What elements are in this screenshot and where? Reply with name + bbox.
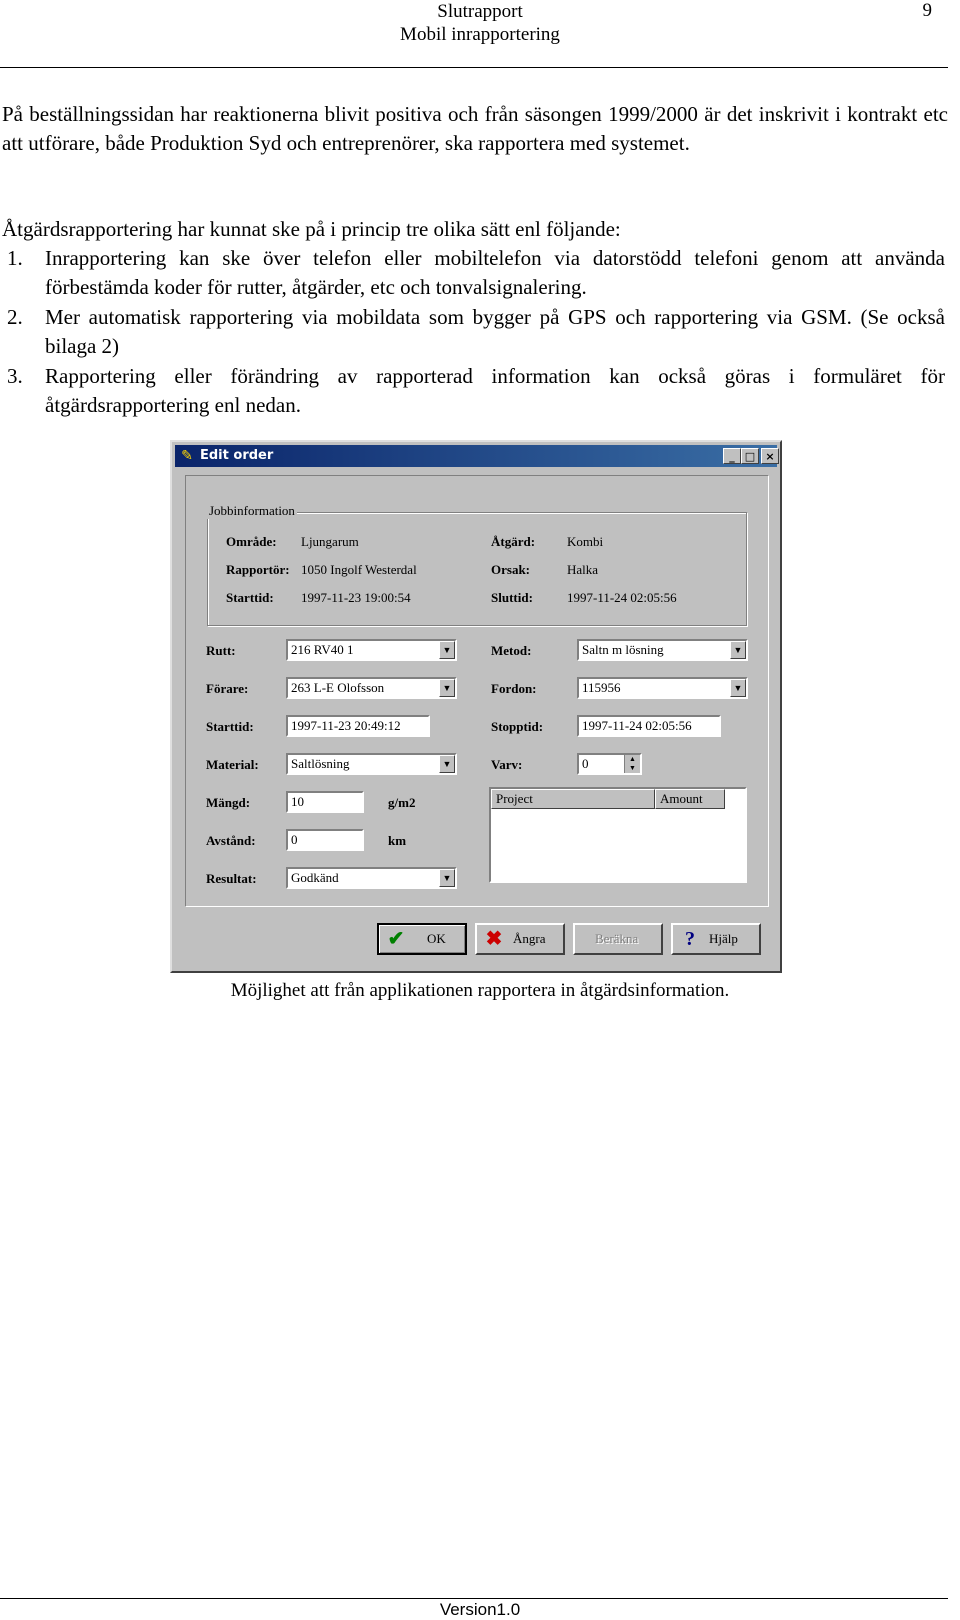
dialog-titlebar[interactable] — [175, 445, 777, 467]
omrade-label: Område: — [226, 534, 277, 549]
fordon-value: 115956 — [582, 680, 621, 695]
atgard-label: Åtgärd: — [491, 534, 536, 549]
fordon-combo[interactable] — [577, 677, 748, 699]
stopptid-input[interactable]: 1997-11-24 02:05:56 — [577, 715, 721, 737]
varv-spinner[interactable] — [577, 753, 642, 775]
cross-icon: ✖ — [485, 928, 503, 950]
rutt-combo[interactable] — [286, 639, 457, 661]
dialog-title: Edit order — [200, 448, 274, 463]
chevron-down-icon[interactable]: ▼ — [730, 679, 746, 697]
document-title: Slutrapport — [437, 1, 523, 22]
metod-combo[interactable] — [577, 639, 748, 661]
chevron-down-icon[interactable]: ▼ — [439, 641, 455, 659]
metod-value: Saltn m lösning — [582, 642, 664, 657]
project-column-header[interactable]: Project — [491, 789, 655, 809]
material-label: Material: — [206, 757, 259, 772]
list-number: 1. — [7, 246, 23, 270]
fordon-label: Fordon: — [491, 681, 537, 696]
rapportor-label: Rapportör: — [226, 562, 290, 577]
rapportor-value: 1050 Ingolf Westerdal — [301, 562, 417, 577]
ok-button[interactable]: ✔ OK — [377, 923, 467, 955]
orsak-label: Orsak: — [491, 562, 530, 577]
stopptid-label: Stopptid: — [491, 719, 544, 734]
sluttid-value: 1997-11-24 02:05:56 — [567, 590, 677, 605]
avstand-unit: km — [388, 833, 407, 848]
forare-label: Förare: — [206, 681, 249, 696]
resultat-combo[interactable] — [286, 867, 457, 889]
omrade-value: Ljungarum — [301, 534, 359, 549]
paragraph-2: Åtgärdsrapportering har kunnat ske på i princip tre olika sätt enl följande: — [2, 217, 621, 241]
mangd-input[interactable]: 10 — [286, 791, 364, 813]
chevron-down-icon[interactable]: ▼ — [439, 755, 455, 773]
list-text: Inrapportering kan ske över telefon eller mobiltelefon via datorstödd telefoni genom att använda förbestämda koder för rutter, åtgärder, etc och tonvalsignalering. — [45, 246, 945, 299]
avstand-label: Avstånd: — [206, 833, 256, 848]
list-number: 2. — [7, 305, 23, 329]
orsak-value: Halka — [567, 562, 599, 577]
project-amount-list[interactable] — [489, 787, 747, 883]
material-value: Saltlösning — [291, 756, 350, 771]
material-combo[interactable] — [286, 753, 457, 775]
chevron-down-icon[interactable]: ▼ — [730, 641, 746, 659]
mangd-label: Mängd: — [206, 795, 251, 810]
chevron-down-icon[interactable]: ▼ — [439, 679, 455, 697]
metod-label: Metod: — [491, 643, 532, 658]
footer-version: Version1.0 — [439, 1600, 521, 1619]
mangd-unit: g/m2 — [388, 795, 416, 810]
hjalp-button[interactable]: ? Hjälp — [671, 923, 761, 955]
sluttid-label: Sluttid: — [491, 590, 533, 605]
minimize-icon[interactable]: _ — [723, 448, 741, 464]
forare-combo[interactable] — [286, 677, 457, 699]
forare-value: 263 L-E Olofsson — [291, 680, 385, 695]
spinner-arrows-icon[interactable]: ▲ ▼ — [624, 755, 640, 773]
rutt-label: Rutt: — [206, 643, 236, 658]
form-starttid-label: Starttid: — [206, 719, 254, 734]
avstand-input[interactable]: 0 — [286, 829, 364, 851]
amount-column-header[interactable]: Amount — [655, 789, 725, 809]
form-starttid-input[interactable]: 1997-11-23 20:49:12 — [286, 715, 430, 737]
chevron-down-icon[interactable]: ▼ — [439, 869, 455, 887]
app-icon: ✎ — [181, 448, 193, 464]
rutt-value: 216 RV40 1 — [291, 642, 354, 657]
help-icon: ? — [685, 928, 695, 950]
paragraph-1: På beställningssidan har reaktionerna blivit positiva och från säsongen 1999/2000 är det inskrivit i kontrakt etc att utförare, både Produktion Syd och entreprenörer, ska rapportera med systemet. — [2, 102, 948, 155]
angra-button[interactable]: ✖ Ångra — [475, 923, 565, 955]
footer-rule — [0, 1598, 948, 1599]
close-icon[interactable]: × — [761, 448, 779, 464]
figure-caption: Möjlighet att från applikationen rapportera in åtgärdsinformation. — [230, 980, 730, 1001]
info-starttid-label: Starttid: — [226, 590, 274, 605]
berakna-button[interactable]: Beräkna — [573, 923, 663, 955]
group-title: Jobbinformation — [209, 503, 295, 518]
checkmark-icon: ✔ — [387, 928, 405, 950]
page-number: 9 — [922, 0, 932, 21]
maximize-icon[interactable]: □ — [741, 448, 759, 464]
list-text: Mer automatisk rapportering via mobildata som bygger på GPS och rapportering via GSM. (Se också bilaga 2) — [45, 305, 945, 358]
document-subtitle: Mobil inrapportering — [400, 24, 560, 45]
list-number: 3. — [7, 364, 23, 388]
atgard-value: Kombi — [567, 534, 604, 549]
varv-label: Varv: — [491, 757, 523, 772]
resultat-value: Godkänd — [291, 870, 339, 885]
varv-value: 0 — [582, 756, 589, 771]
info-starttid-value: 1997-11-23 19:00:54 — [301, 590, 411, 605]
resultat-label: Resultat: — [206, 871, 257, 886]
header-rule — [0, 67, 948, 68]
list-text: Rapportering eller förändring av rapporterad information kan också göras i formuläret för åtgärdsrapportering enl nedan. — [45, 364, 945, 417]
